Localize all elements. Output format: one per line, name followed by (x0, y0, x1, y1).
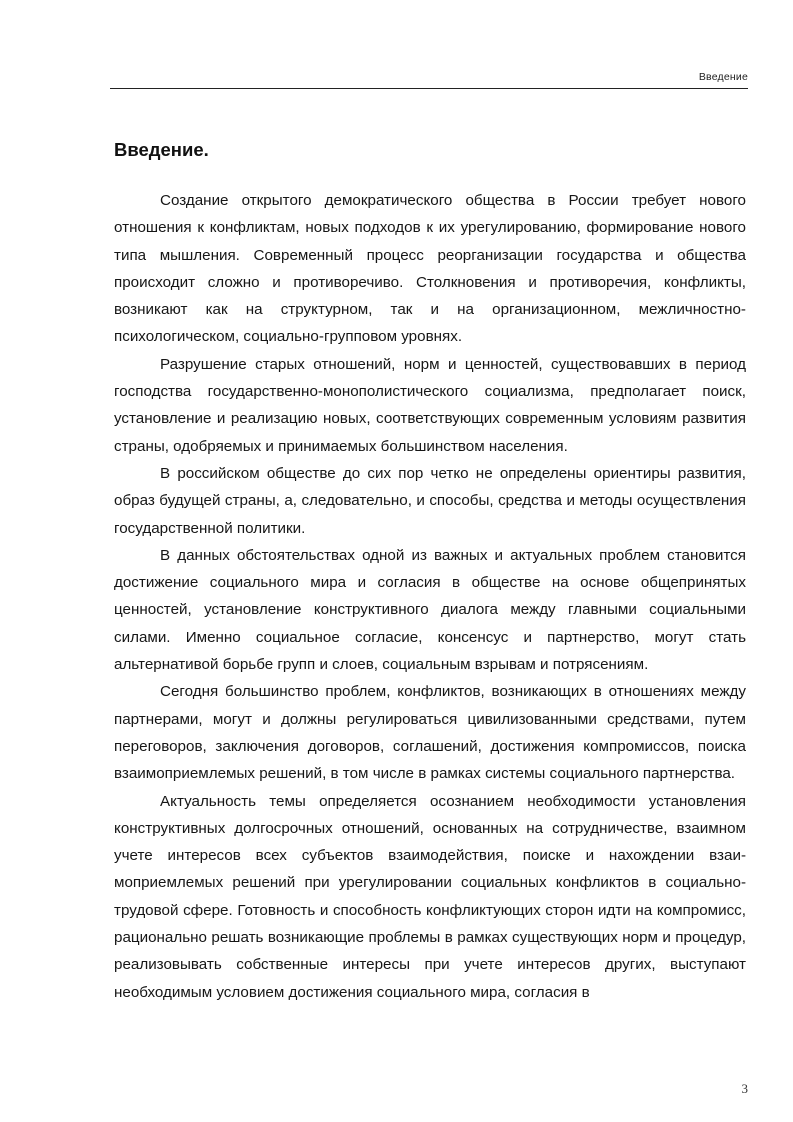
body-text (114, 187, 746, 1006)
paragraph: В данных обстоятельствах одной из важных и актуальных проблем становится достижение социального мира и согласия в обществе на основе общепринятых ценностей, установление конструктивного диалога между главными социальными силами. Именно социальное согласие, консенсус и партнерство, могут стать альтернативой борьбе групп и слоев, социальным взрывам и потрясениям. (114, 546, 746, 674)
section-heading: Введение. (114, 139, 209, 160)
paragraph: Создание открытого демократического общества в России требует нового отношения к конфликтам, новых подходов к их урегулированию, формирование нового типа мышления. Современный процесс реорганизации государства и общества происходит сложно и противоречиво. Столкновения и противоречия, конфликты, возникают как на структурном, так и на организационном, межличностно-психологическом, социально-групповом уровнях. (114, 192, 746, 346)
paragraph: Сегодня большинство проблем, конфликтов, возникающих в отношениях между партнерами, могут и должны регулироваться цивилизованными средствами, путем переговоров, заключения договоров, соглашений, достижения компромиссов, поиска взаимоприемлемых решений, в том числе в рамках системы социального партнерства. (114, 683, 746, 783)
paragraph: Разрушение старых отношений, норм и ценностей, существовавших в период господства государственно-монополистического социализма, предполагает поиск, установление и реализацию новых, соответствующих современным условиям развития страны, одобряемых и принимаемых большинством населения. (114, 355, 746, 455)
paragraph: В российском обществе до сих пор четко не определены ориентиры развития, образ будущей страны, а, следовательно, и способы, средства и методы осуществления государственной политики. (114, 464, 746, 537)
page-number: 3 (741, 1081, 748, 1096)
paragraph: Актуальность темы определяется осознанием необходимости установления конструктивных долгосрочных отношений, основанных на сотрудничестве, взаимном учете интересов всех субъектов взаимодействия, поиске и нахождении взаимоприемлемых решений при урегулировании социальных конфликтов в социально-трудовой сфере. Готовность и способность конфликтующих сторон идти на компромисс, рационально решать возникающие проблемы в рамках существующих норм и процедур, реализовывать собственные интересы при учете интересов других, выступают необходимым условием достижения социального мира, согласия в (114, 792, 746, 1001)
running-header: Введение (110, 70, 748, 89)
